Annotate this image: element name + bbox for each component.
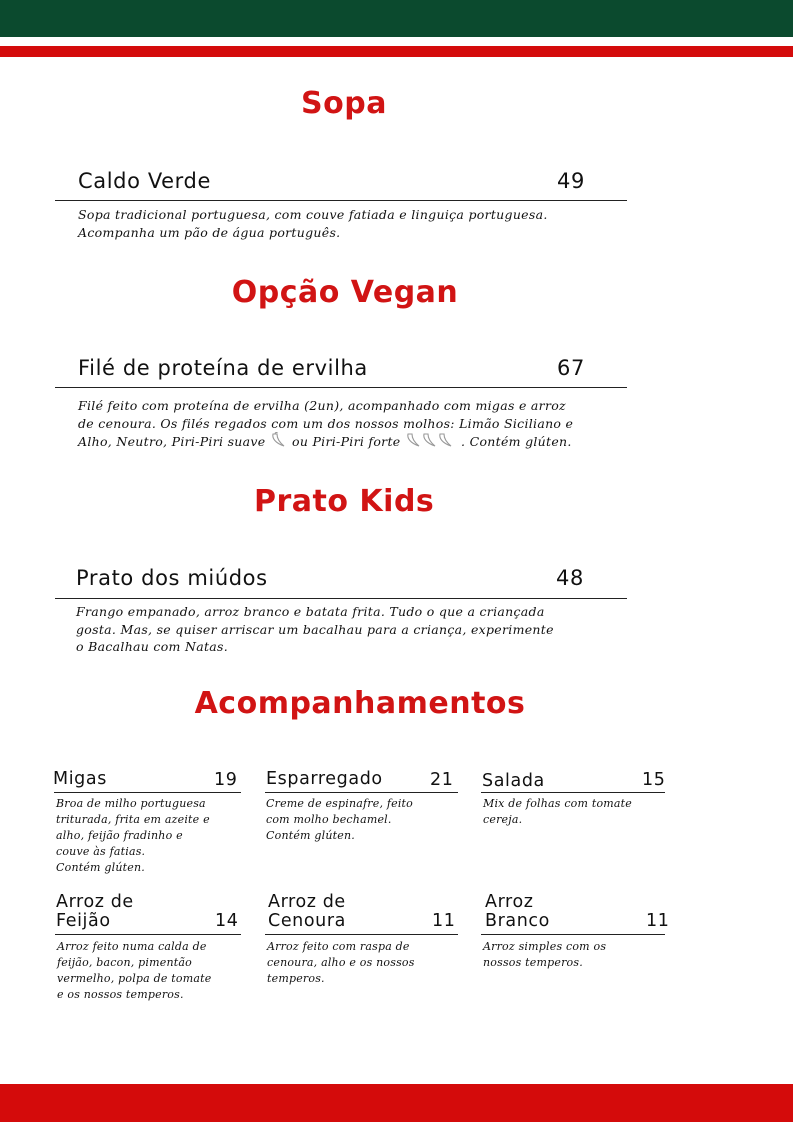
side-description-arroz-feijao bbox=[57, 939, 241, 1003]
side-name-line: Branco bbox=[485, 911, 550, 931]
chili-pepper-icon bbox=[405, 432, 457, 453]
side-description-salada bbox=[483, 796, 665, 828]
desc-line: Contém glúten. bbox=[266, 829, 355, 842]
item-name-caldo-verde: Caldo Verde bbox=[78, 169, 211, 193]
top-red-band bbox=[0, 46, 793, 57]
side-name-line: Arroz de bbox=[56, 892, 134, 912]
desc-line: gosta. Mas, se quiser arriscar um bacalhau para a criança, experimente bbox=[76, 621, 554, 637]
section-title-vegan: Opção Vegan bbox=[231, 275, 459, 310]
desc-line: alho, feijão fradinho e bbox=[56, 829, 183, 842]
desc-line: Sopa tradicional portuguesa, com couve fatiada e linguiça portuguesa. bbox=[78, 207, 548, 222]
desc-line: o Bacalhau com Natas. bbox=[76, 639, 229, 654]
bottom-red-band bbox=[0, 1084, 793, 1122]
side-price-salada: 15 bbox=[642, 770, 666, 790]
desc-line: Contém glúten. bbox=[56, 861, 145, 874]
section-title-sopa: Sopa bbox=[301, 86, 387, 121]
side-price-arroz-branco: 11 bbox=[646, 911, 670, 931]
side-name-esparregado: Esparregado bbox=[266, 769, 383, 789]
item-name-prato-miudos: Prato dos miúdos bbox=[76, 566, 268, 590]
side-name-line: Arroz bbox=[485, 892, 534, 912]
item-divider bbox=[55, 200, 627, 201]
side-price-migas: 19 bbox=[214, 770, 238, 790]
side-description-arroz-branco bbox=[483, 939, 665, 971]
item-divider bbox=[481, 792, 665, 793]
top-green-band bbox=[0, 0, 793, 37]
desc-line: com molho bechamel. bbox=[266, 813, 392, 826]
item-name-file-ervilha: Filé de proteína de ervilha bbox=[78, 356, 368, 380]
item-price-caldo-verde: 49 bbox=[557, 169, 585, 193]
section-title-acompanhamentos: Acompanhamentos bbox=[194, 686, 526, 721]
desc-line: couve às fatias. bbox=[56, 845, 146, 858]
side-description-migas bbox=[56, 796, 241, 876]
item-divider bbox=[55, 598, 627, 599]
desc-line: temperos. bbox=[267, 972, 325, 985]
item-divider bbox=[54, 792, 241, 793]
desc-line: Arroz simples com os bbox=[483, 940, 607, 953]
desc-fragment: Alho, Neutro, Piri-Piri suave bbox=[78, 433, 266, 449]
side-price-esparregado: 21 bbox=[430, 770, 454, 790]
side-description-arroz-cenoura bbox=[267, 939, 457, 987]
desc-line: Mix de folhas com tomate bbox=[483, 797, 632, 810]
desc-line: cereja. bbox=[483, 813, 523, 826]
desc-line: e os nossos temperos. bbox=[57, 988, 184, 1001]
desc-line: Arroz feito com raspa de bbox=[267, 940, 410, 953]
desc-fragment: . Contém glúten. bbox=[461, 433, 572, 449]
desc-fragment: ou Piri-Piri forte bbox=[292, 433, 401, 449]
item-description-file-ervilha bbox=[78, 397, 623, 453]
desc-line: vermelho, polpa de tomate bbox=[57, 972, 212, 985]
desc-line: cenoura, alho e os nossos bbox=[267, 956, 415, 969]
item-price-prato-miudos: 48 bbox=[556, 566, 584, 590]
desc-line bbox=[78, 432, 623, 453]
desc-line: de cenoura. Os filés regados com um dos nossos molhos: Limão Siciliano e bbox=[78, 415, 574, 431]
desc-line: Arroz feito numa calda de bbox=[57, 940, 207, 953]
side-price-arroz-feijao: 14 bbox=[215, 911, 239, 931]
section-title-kids: Prato Kids bbox=[254, 484, 435, 519]
item-description-prato-miudos bbox=[76, 603, 621, 656]
item-divider bbox=[481, 934, 665, 935]
side-name-line: Arroz de bbox=[268, 892, 346, 912]
desc-line: Broa de milho portuguesa bbox=[56, 797, 206, 810]
item-price-file-ervilha: 67 bbox=[557, 356, 585, 380]
desc-line: Creme de espinafre, feito bbox=[266, 797, 414, 810]
item-divider bbox=[55, 387, 627, 388]
side-name-line: Feijão bbox=[56, 911, 111, 931]
item-divider bbox=[265, 792, 458, 793]
side-name-arroz-cenoura bbox=[268, 893, 346, 931]
desc-line: Frango empanado, arroz branco e batata frita. Tudo o que a criançada bbox=[76, 604, 545, 619]
side-price-arroz-cenoura: 11 bbox=[432, 911, 456, 931]
chili-pepper-icon bbox=[270, 432, 288, 453]
item-divider bbox=[55, 934, 241, 935]
side-description-esparregado bbox=[266, 796, 456, 844]
side-name-arroz-branco bbox=[485, 893, 550, 931]
desc-line: triturada, frita em azeite e bbox=[56, 813, 210, 826]
desc-line: Acompanha um pão de água português. bbox=[78, 224, 341, 240]
desc-line: feijão, bacon, pimentão bbox=[57, 956, 192, 969]
side-name-arroz-feijao bbox=[56, 893, 134, 931]
side-name-migas: Migas bbox=[53, 769, 107, 789]
desc-line: Filé feito com proteína de ervilha (2un), acompanhado com migas e arroz bbox=[78, 398, 566, 413]
desc-line: nossos temperos. bbox=[483, 956, 583, 969]
side-name-salada: Salada bbox=[482, 771, 545, 791]
item-divider bbox=[265, 934, 458, 935]
item-description-caldo-verde bbox=[78, 206, 623, 241]
side-name-line: Cenoura bbox=[268, 911, 346, 931]
